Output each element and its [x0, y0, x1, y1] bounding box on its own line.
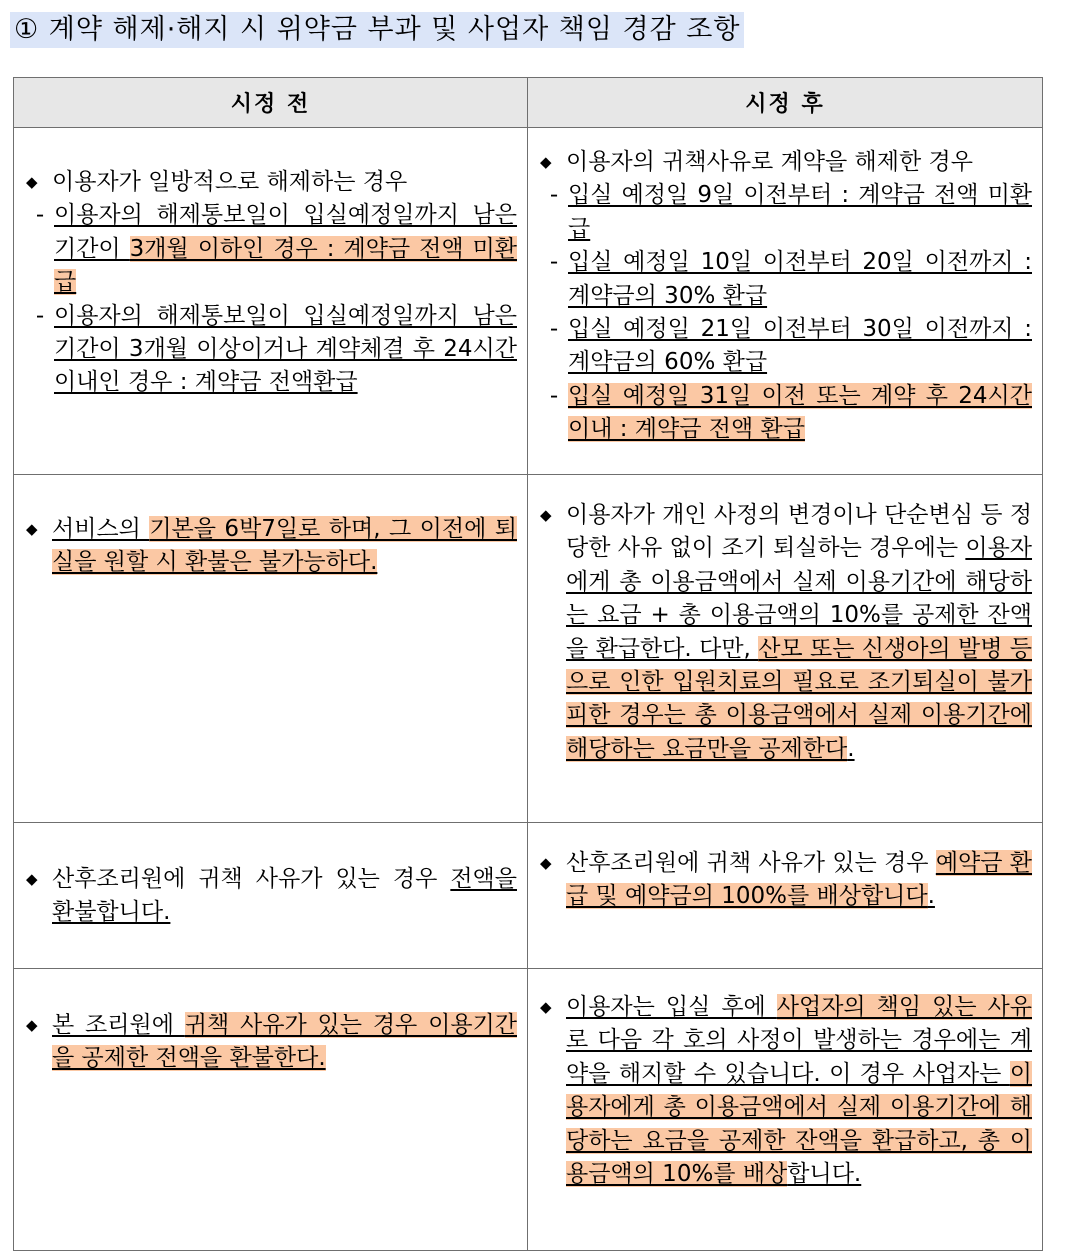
dash-marker: - [35, 202, 45, 229]
cell-before: ◆ 본 조리원에 귀책 사유가 있는 경우 이용기간을 공제한 전액을 환불한다. [14, 969, 528, 1251]
dash-marker: - [549, 182, 559, 209]
list-item: ◆ 이용자의 귀책사유로 계약을 해제한 경우 [540, 146, 1032, 179]
table-row [14, 128, 1043, 475]
dash-marker: - [549, 316, 559, 343]
cell-before [14, 128, 528, 475]
list-item: - 입실 예정일 10일 이전부터 20일 이전까지 : 계약금의 30% 환급 [540, 246, 1032, 313]
cell-after [528, 128, 1043, 475]
diamond-bullet-icon: ◆ [26, 870, 38, 888]
table-row [14, 475, 1043, 823]
cell-after: ◆ 이용자는 입실 후에 사업자의 책임 있는 사유로 다음 각 호의 사정이 발생하는 경우에는 계약을 해지할 수 있습니다. 이 경우 사업자는 이용자에게 총 이용금액에서 실제 이용기간에 해당하는 요금을 공제한 잔액을 환급하고, 총 이용금액의 10%를 배상합니다. [528, 969, 1043, 1251]
diamond-bullet-icon: ◆ [540, 153, 552, 171]
table-row [14, 823, 1043, 969]
dash-marker: - [549, 382, 559, 409]
diamond-bullet-icon: ◆ [540, 854, 552, 872]
comparison-table [13, 77, 1043, 1251]
diamond-bullet-icon: ◆ [540, 998, 552, 1016]
list-item: - 이용자의 해제통보일이 입실예정일까지 남은 기간이 3개월 이하인 경우 : 계약금 전액 미환급 [26, 199, 517, 299]
header-after: 시정 후 [528, 78, 1043, 128]
header-before: 시정 전 [14, 78, 528, 128]
table-row [14, 969, 1043, 1251]
dash-marker: - [549, 249, 559, 276]
diamond-bullet-icon: ◆ [26, 520, 38, 538]
list-item: - 입실 예정일 9일 이전부터 : 계약금 전액 미환급 [540, 179, 1032, 246]
cell-before: ◆ 산후조리원에 귀책 사유가 있는 경우 전액을 환불합니다. [14, 823, 528, 969]
list-item: - 입실 예정일 21일 이전부터 30일 이전까지 : 계약금의 60% 환급 [540, 313, 1032, 380]
table-header-row [14, 78, 1043, 128]
page-title: ① 계약 해제·해지 시 위약금 부과 및 사업자 책임 경감 조항 [10, 12, 744, 48]
diamond-bullet-icon: ◆ [540, 506, 552, 524]
diamond-bullet-icon: ◆ [26, 173, 38, 191]
list-item: ◆ 이용자가 일방적으로 해제하는 경우 [26, 166, 517, 199]
cell-after: ◆ 산후조리원에 귀책 사유가 있는 경우 예약금 환급 및 예약금의 100%를 배상합니다. [528, 823, 1043, 969]
cell-after: ◆ 이용자가 개인 사정의 변경이나 단순변심 등 정당한 사유 없이 조기 퇴실하는 경우에는 이용자에게 총 이용금액에서 실제 이용기간에 해당하는 요금 + 총 이용금액의 10%를 공제한 잔액을 환급한다. 다만, 산모 또는 신생아의 발병 등으로 인한 입원치료의 필요로 조기퇴실이 불가피한 경우는 총 이용금액에서 실제 이용기간에 해당하는 요금만을 공제한다. [528, 475, 1043, 823]
cell-before: ◆ 서비스의 기본을 6박7일로 하며, 그 이전에 퇴실을 원할 시 환불은 불가능하다. [14, 475, 528, 823]
dash-marker: - [35, 302, 45, 329]
diamond-bullet-icon: ◆ [26, 1016, 38, 1034]
list-item: - 이용자의 해제통보일이 입실예정일까지 남은 기간이 3개월 이상이거나 계약체결 후 24시간 이내인 경우 : 계약금 전액환급 [26, 300, 517, 400]
list-item: - 입실 예정일 31일 이전 또는 계약 후 24시간 이내 : 계약금 전액 환급 [540, 380, 1032, 447]
